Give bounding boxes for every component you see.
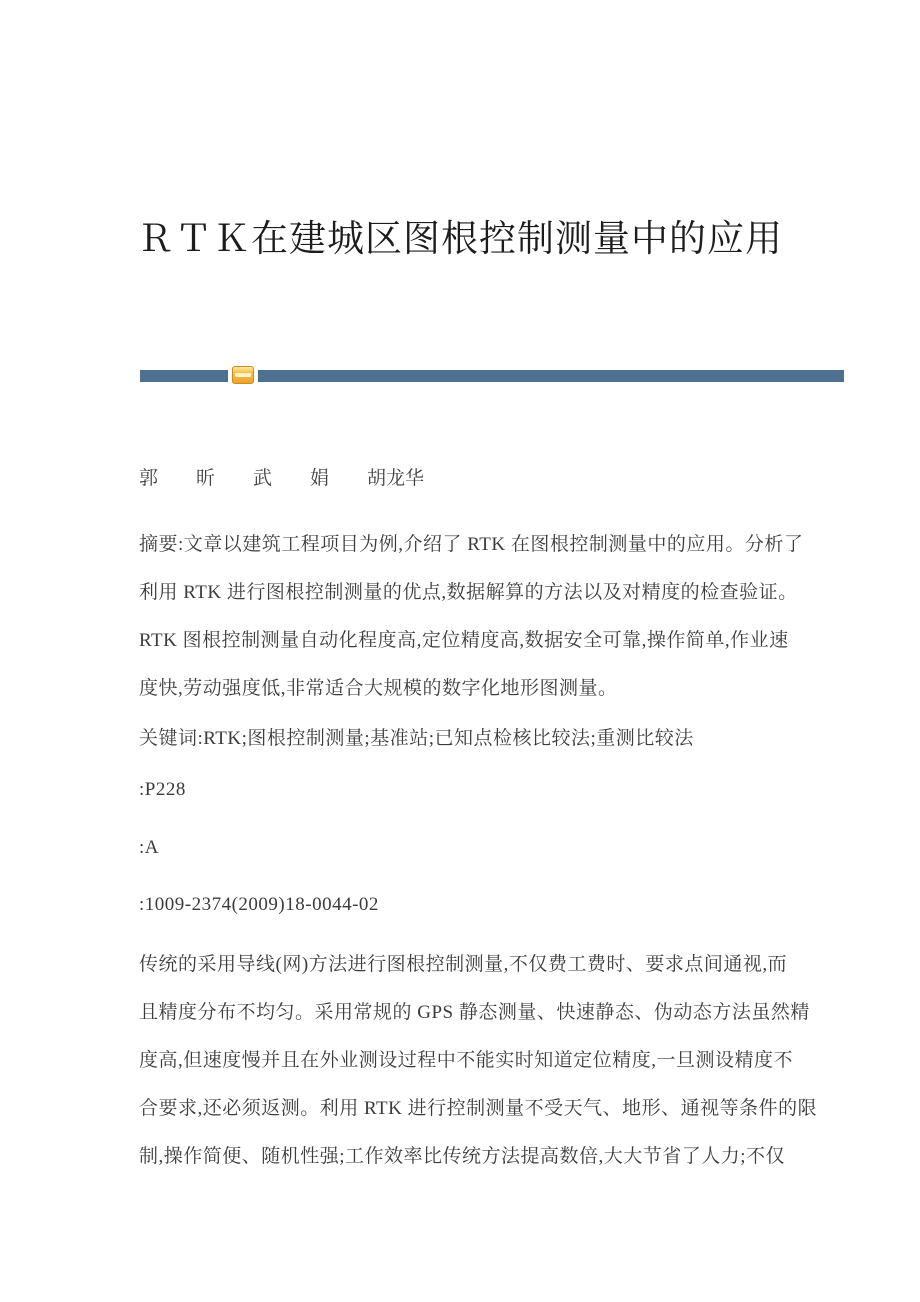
classification-code-line: :P228 xyxy=(139,779,186,800)
body-line-5: 制,操作简便、随机性强;工作效率比传统方法提高数倍,大大节省了人力;不仅 xyxy=(139,1146,786,1167)
document-code-line: :A xyxy=(139,837,159,858)
body-line-4: 合要求,还必须返测。利用 RTK 进行控制测量不受天气、地形、通视等条件的限 xyxy=(139,1098,818,1119)
authors-line: 郭 昕 武 娟 胡龙华 xyxy=(139,468,425,489)
body-line-1: 传统的采用导线(网)方法进行图根控制测量,不仅费工费时、要求点间通视,而 xyxy=(139,954,788,975)
abstract-line-3: RTK 图根控制测量自动化程度高,定位精度高,数据安全可靠,操作简单,作业速 xyxy=(139,630,789,651)
article-id-line: :1009-2374(2009)18-0044-02 xyxy=(139,894,379,915)
divider-bar xyxy=(140,370,844,382)
abstract-line-4: 度快,劳动强度低,非常适合大规模的数字化地形图测量。 xyxy=(139,678,618,699)
envelope-icon xyxy=(232,366,254,384)
keywords-line: 关键词:RTK;图根控制测量;基准站;已知点检核比较法;重测比较法 xyxy=(139,728,694,749)
envelope-icon-slit xyxy=(235,373,251,377)
body-line-3: 度高,但速度慢并且在外业测设过程中不能实时知道定位精度,一旦测设精度不 xyxy=(139,1050,794,1071)
document-title: ＲＴＫ在建城区图根控制测量中的应用 xyxy=(137,219,783,260)
abstract-line-2: 利用 RTK 进行图根控制测量的优点,数据解算的方法以及对精度的检查验证。 xyxy=(139,582,798,603)
abstract-line-1: 摘要:文章以建筑工程项目为例,介绍了 RTK 在图根控制测量中的应用。分析了 xyxy=(139,534,804,555)
body-line-2: 且精度分布不均匀。采用常规的 GPS 静态测量、快速静态、伪动态方法虽然精 xyxy=(139,1002,810,1023)
